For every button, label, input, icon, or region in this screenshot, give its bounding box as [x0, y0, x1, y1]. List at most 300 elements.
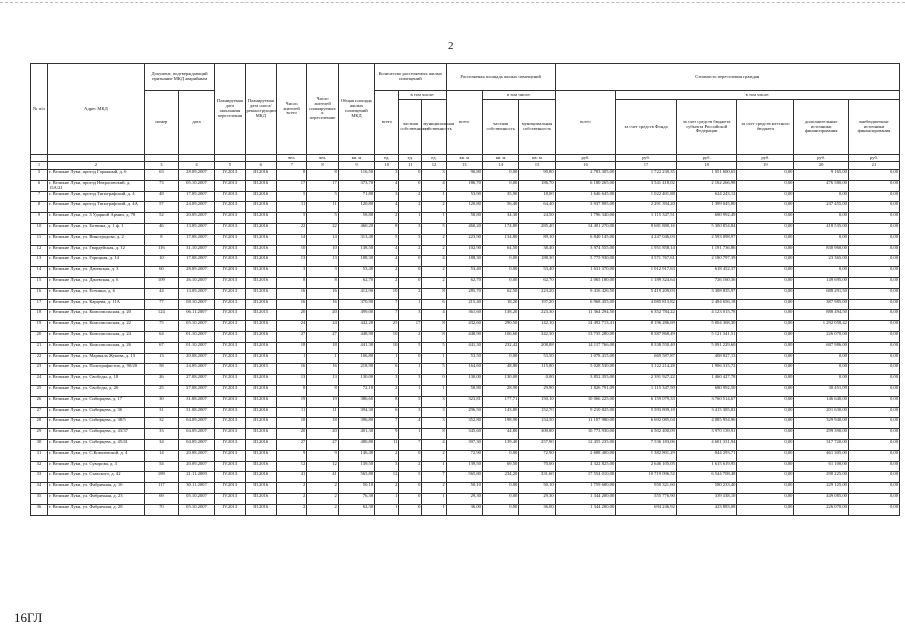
table-cell: г. Великие Луки, ул. Сибирцева, д. 38/5 — [47, 418, 144, 429]
table-cell: IV.2013 — [215, 321, 245, 332]
table-cell: 296,50 — [446, 407, 482, 418]
column-number: 1 — [31, 162, 48, 170]
table-cell: 0,00 — [848, 504, 899, 515]
table-cell: 24 — [31, 375, 48, 386]
table-cell: 8 387 868,49 — [616, 331, 677, 342]
table-cell: 20 — [307, 429, 339, 440]
table-cell: 20.08.2007 — [178, 353, 214, 364]
table-cell: 2 783 305,00 — [555, 170, 616, 181]
table-cell: 1 826 791,09 — [555, 385, 616, 396]
table-cell: 27 — [31, 407, 48, 418]
header-residents-planned: Число жителей планируемых к переселению — [307, 64, 339, 155]
table-cell: 0,00 — [848, 299, 899, 310]
table-cell: 62,70 — [338, 277, 374, 288]
table-cell: 0,00 — [794, 267, 849, 278]
table-cell: 0,00 — [794, 213, 849, 224]
table-row — [31, 364, 900, 375]
table-cell: 146 640,00 — [794, 396, 849, 407]
table-cell: 2 391 927,22 — [616, 375, 677, 386]
table-cell: 0,00 — [737, 407, 794, 418]
table-cell: 1 460 427,78 — [676, 375, 737, 386]
table-cell: г. Великие Луки, ул. Гвардейская, д. 12 — [47, 245, 144, 256]
table-cell: 5 004 368,30 — [676, 321, 737, 332]
unit-cell: руб. — [794, 155, 849, 162]
column-number: 10 — [375, 162, 399, 170]
table-cell: 117 — [144, 483, 178, 494]
table-cell: 7 — [31, 191, 48, 202]
table-cell: 6 502 400,09 — [616, 429, 677, 440]
table-cell: 1 646 645,00 — [555, 191, 616, 202]
table-cell: 0,00 — [848, 288, 899, 299]
table-cell: 0,00 — [737, 310, 794, 321]
table-cell: 30.11.2007 — [178, 483, 214, 494]
table-cell: г. Великие Луки, ул. 3 Ударной Армии, д. 78 — [47, 213, 144, 224]
table-cell: 0,00 — [737, 256, 794, 267]
table-cell: 0,00 — [737, 321, 794, 332]
table-cell: 11 107 980,00 — [555, 418, 616, 429]
table-cell: 386,60 — [338, 396, 374, 407]
table-cell: 26 — [31, 396, 48, 407]
table-cell: 28 — [31, 418, 48, 429]
header-total-area: Общая площадь жилых помещений МКД — [338, 64, 374, 155]
table-cell: 26.10.2007 — [178, 277, 214, 288]
table-cell: 10 — [307, 245, 339, 256]
table-cell: г. Великие Луки, ул. Есенина, д. 6 — [47, 288, 144, 299]
table-cell: 30 451,09 — [794, 385, 849, 396]
table-cell: 12 — [277, 461, 307, 472]
table-cell: 2 — [422, 277, 446, 288]
table-cell: 226 070,00 — [794, 504, 849, 515]
table-cell: 8 — [375, 396, 399, 407]
table-cell: 120,80 — [446, 202, 482, 213]
table-cell: 20.08.2007 — [178, 450, 214, 461]
table-cell: 63 — [144, 170, 178, 181]
table-cell: 2 — [422, 483, 446, 494]
table-cell: 8 — [277, 385, 307, 396]
table-cell: 149 695,00 — [794, 277, 849, 288]
table-cell: 1 382 801,29 — [616, 450, 677, 461]
table-cell: 580 233,40 — [676, 483, 737, 494]
table-cell: 0,00 — [737, 191, 794, 202]
table-row — [31, 223, 900, 234]
table-cell: 29,30 — [446, 493, 482, 504]
table-cell: 373,70 — [338, 180, 374, 191]
table-cell: 26 — [144, 375, 178, 386]
table-cell: 142,10 — [519, 321, 555, 332]
table-cell: 460,20 — [338, 223, 374, 234]
table-cell: 461 305,00 — [794, 450, 849, 461]
table-cell: 1 — [399, 385, 422, 396]
table-cell: 31.08.2007 — [178, 396, 214, 407]
table-cell: 24.09.2007 — [178, 364, 214, 375]
table-cell: 2 — [422, 450, 446, 461]
table-cell: 2 — [399, 245, 422, 256]
table-cell: 7 — [422, 472, 446, 483]
table-cell: 1 — [399, 429, 422, 440]
table-cell: г. Великие Луки, ул. Суворова, д. 3 — [47, 461, 144, 472]
table-cell: 3 760 514,67 — [676, 396, 737, 407]
table-row — [31, 234, 900, 245]
table-cell: 8 — [422, 331, 446, 342]
table-cell: 177,71 — [482, 396, 518, 407]
table-cell: 0,00 — [737, 331, 794, 342]
table-row — [31, 418, 900, 429]
table-cell: г. Великие Луки, ул. Фабричная, д. 16 — [47, 483, 144, 494]
table-cell: 6 — [375, 364, 399, 375]
table-cell: 06.11.2007 — [178, 310, 214, 321]
table-cell: 2 — [422, 202, 446, 213]
table-cell: 0,00 — [737, 461, 794, 472]
table-cell: 387 985,00 — [794, 299, 849, 310]
table-cell: 53,90 — [446, 191, 482, 202]
header-address: Адрес МКД — [47, 64, 144, 155]
table-cell: 669 587,87 — [616, 353, 677, 364]
table-cell: 13 735 280,00 — [555, 331, 616, 342]
unit-cell: ед. — [422, 155, 446, 162]
table-cell: 0 — [399, 256, 422, 267]
table-cell: 0,00 — [848, 267, 899, 278]
table-cell: 25 — [144, 385, 178, 396]
table-cell: 3 308 835,97 — [676, 288, 737, 299]
table-cell: 2 — [375, 277, 399, 288]
table-cell: 53,40 — [519, 267, 555, 278]
header-cost-including: в том числе: — [616, 91, 900, 100]
table-cell: IV.2013 — [215, 472, 245, 483]
table-row — [31, 493, 900, 504]
table-cell: 12 — [31, 245, 48, 256]
table-cell: г. Великие Луки, ул. С.Ковалевской, д. 4 — [47, 450, 144, 461]
table-cell: 3 122 214,28 — [616, 364, 677, 375]
table-cell: 2 — [277, 493, 307, 504]
table-row — [31, 256, 900, 267]
table-cell: III.2015 — [245, 364, 277, 375]
table-cell: 9 — [307, 450, 339, 461]
table-cell: 2 — [399, 288, 422, 299]
table-cell: 3 415 385,82 — [676, 407, 737, 418]
table-cell: 130,00 — [446, 375, 482, 386]
table-cell: 77 — [144, 299, 178, 310]
table-cell: 2 065 180,00 — [555, 277, 616, 288]
table-cell: 0,00 — [737, 396, 794, 407]
table-cell: 139,50 — [338, 461, 374, 472]
table-cell: 16 — [277, 364, 307, 375]
table-cell: 71,80 — [338, 191, 374, 202]
table-cell: 2 291 394,20 — [616, 202, 677, 213]
table-cell: 34,30 — [482, 213, 518, 224]
table-cell: 5 — [399, 396, 422, 407]
table-cell: 11 — [307, 407, 339, 418]
table-cell: 397,30 — [446, 439, 482, 450]
table-cell: 0,00 — [794, 234, 849, 245]
table-cell: III.2016 — [245, 342, 277, 353]
table-cell: 116 — [144, 245, 178, 256]
table-cell: 44,80 — [482, 429, 518, 440]
table-cell: 8 — [307, 385, 339, 396]
table-cell: 418 535,00 — [794, 223, 849, 234]
table-row — [31, 299, 900, 310]
table-cell: 2 — [399, 331, 422, 342]
table-cell: 3 541 418,02 — [616, 180, 677, 191]
table-cell: 17 — [31, 299, 48, 310]
table-cell: 11 — [277, 202, 307, 213]
table-cell: 27 — [277, 331, 307, 342]
table-cell: III.2016 — [245, 223, 277, 234]
table-cell: 687 986,00 — [794, 342, 849, 353]
table-cell: 0,00 — [848, 396, 899, 407]
header-planned-resettle: Планируемая дата окончания переселения — [215, 64, 245, 155]
table-cell: 412,90 — [338, 288, 374, 299]
table-cell: 1 — [422, 461, 446, 472]
table-cell: 0,00 — [848, 364, 899, 375]
table-cell: 0,00 — [737, 375, 794, 386]
table-cell: 339 338,10 — [676, 493, 737, 504]
table-cell: 1 191 736,86 — [676, 245, 737, 256]
table-row — [31, 245, 900, 256]
table-row — [31, 375, 900, 386]
table-cell: г. Великие Луки, ул. Карцева, д. 11А — [47, 299, 144, 310]
table-cell: 0 — [399, 483, 422, 494]
table-cell: 05.10.2007 — [178, 504, 214, 515]
table-cell: 18 — [307, 342, 339, 353]
table-cell: 1 — [375, 504, 399, 515]
table-cell: 4 — [422, 310, 446, 321]
table-cell: 4 — [375, 256, 399, 267]
table-cell: 0,00 — [737, 353, 794, 364]
table-cell: 36 — [31, 504, 48, 515]
column-number: 14 — [482, 162, 518, 170]
table-cell: 9 165,00 — [794, 170, 849, 181]
table-cell: 16 — [277, 288, 307, 299]
footer-code: 16ГЛ — [14, 610, 43, 625]
table-cell: 72,90 — [519, 450, 555, 461]
table-cell: 30 — [144, 396, 178, 407]
table-cell: 0,00 — [482, 493, 518, 504]
table-cell: 58,80 — [446, 385, 482, 396]
table-cell: 18,20 — [482, 299, 518, 310]
table-cell: 329 940,00 — [794, 418, 849, 429]
table-cell: 33 — [144, 429, 178, 440]
table-cell: 22 — [277, 223, 307, 234]
table-row — [31, 180, 900, 191]
table-cell: 342,30 — [519, 331, 555, 342]
table-row — [31, 170, 900, 181]
table-cell: 24 — [307, 321, 339, 332]
table-cell: 50,10 — [519, 483, 555, 494]
table-cell: 0,00 — [848, 439, 899, 450]
table-cell: IV.2013 — [215, 439, 245, 450]
table-cell: г. Великие Луки, ул. Дачевская, д. 3 — [47, 267, 144, 278]
table-cell: 2 — [399, 461, 422, 472]
table-cell: 139,40 — [482, 439, 518, 450]
table-cell: 0,00 — [482, 170, 518, 181]
table-cell: 6 968 455,00 — [555, 299, 616, 310]
table-cell: 32 — [31, 461, 48, 472]
column-number: 16 — [555, 162, 616, 170]
table-cell: IV.2013 — [215, 256, 245, 267]
table-cell: 67 — [144, 342, 178, 353]
table-cell: 22 — [307, 223, 339, 234]
table-cell: 130,00 — [482, 375, 518, 386]
table-cell: г. Великие Луки, ул. Свободы, д. 18 — [47, 375, 144, 386]
table-row — [31, 321, 900, 332]
table-cell: 17.08.2007 — [178, 256, 214, 267]
table-cell: IV.2013 — [215, 170, 245, 181]
table-cell: 14 492 713,41 — [555, 321, 616, 332]
table-cell: 188,30 — [519, 256, 555, 267]
table-cell: 4 322 825,00 — [555, 461, 616, 472]
table-cell: 48 — [144, 191, 178, 202]
table-cell: г. Великие Луки, ул. Горицкая, д. 14 — [47, 256, 144, 267]
table-cell: 0,00 — [848, 385, 899, 396]
table-cell: 223,90 — [446, 234, 482, 245]
table-cell: 10 — [144, 256, 178, 267]
table-cell: IV.2013 — [215, 267, 245, 278]
table-cell: 5 — [422, 364, 446, 375]
table-cell: 0,00 — [848, 321, 899, 332]
table-cell: IV.2013 — [215, 277, 245, 288]
table-cell: 62,50 — [482, 288, 518, 299]
table-cell: III.2016 — [245, 202, 277, 213]
table-cell: 361,60 — [446, 310, 482, 321]
table-cell: г. Великие Луки, ул. Комсомольская, д. 24 — [47, 331, 144, 342]
table-cell: 8 — [422, 288, 446, 299]
table-cell: 143,80 — [482, 407, 518, 418]
table-cell: 14 — [277, 234, 307, 245]
table-cell: 290,50 — [482, 321, 518, 332]
table-cell: III.2016 — [245, 170, 277, 181]
table-cell: 1 — [399, 364, 422, 375]
table-cell: 27.08.2007 — [178, 375, 214, 386]
table-cell: 53,50 — [519, 353, 555, 364]
table-cell: 0,00 — [482, 353, 518, 364]
table-cell: 14 117 766,00 — [555, 342, 616, 353]
table-cell: 0,00 — [737, 202, 794, 213]
column-number: 7 — [277, 162, 307, 170]
table-cell: г. Великие Луки, ул. Сибирцева, д. 17 — [47, 396, 144, 407]
table-cell: 3 — [375, 191, 399, 202]
table-cell: 53,40 — [446, 267, 482, 278]
table-cell: 0,00 — [848, 223, 899, 234]
table-cell: г. Великие Луки, ул. Фабричная, д. 23 — [47, 493, 144, 504]
table-cell: IV.2013 — [215, 483, 245, 494]
table-cell: 7 — [375, 299, 399, 310]
table-cell: 04.09.2007 — [178, 439, 214, 450]
table-cell: 13 — [31, 256, 48, 267]
table-cell: III.2016 — [245, 461, 277, 472]
table-cell: 6 544 708,48 — [676, 472, 737, 483]
table-cell: 6 840 145,00 — [555, 234, 616, 245]
table-cell: 164,60 — [446, 364, 482, 375]
table-cell: 7 — [399, 439, 422, 450]
table-cell: 2 — [375, 483, 399, 494]
table-cell: 0,00 — [737, 288, 794, 299]
column-number: 3 — [144, 162, 178, 170]
table-cell: 18 — [31, 310, 48, 321]
unit-cell: руб. — [848, 155, 899, 162]
table-cell: 12 455 235,00 — [555, 439, 616, 450]
table-row — [31, 213, 900, 224]
table-cell: 18 — [307, 418, 339, 429]
table-cell: г. Великие Луки, ул. Маршала Жукова, д. 13 — [47, 353, 144, 364]
table-cell: 1 — [277, 353, 307, 364]
unit-cell: кв. м — [338, 155, 374, 162]
table-cell: 680 992,50 — [676, 385, 737, 396]
table-cell: 1 189 324,64 — [616, 277, 677, 288]
table-cell: 7 536 183,06 — [616, 439, 677, 450]
table-cell: III.2016 — [245, 331, 277, 342]
table-cell: 0,00 — [848, 342, 899, 353]
table-cell: 8 196 286,69 — [616, 321, 677, 332]
table-cell: 1 — [422, 504, 446, 515]
table-cell: 27 — [307, 331, 339, 342]
column-number: 21 — [848, 162, 899, 170]
unit-cell: руб. — [616, 155, 677, 162]
table-cell: IV.2013 — [215, 429, 245, 440]
table-cell: III.2016 — [245, 429, 277, 440]
table-cell: 2 — [422, 234, 446, 245]
table-cell: 19 — [31, 321, 48, 332]
table-cell: 0,00 — [848, 353, 899, 364]
table-cell: 8 — [31, 202, 48, 213]
table-cell: 13 — [277, 256, 307, 267]
table-cell: 10 — [31, 223, 48, 234]
table-cell: 1 — [422, 493, 446, 504]
table-cell: 05.10.2007 — [178, 321, 214, 332]
table-cell: 1 115 347,51 — [616, 213, 677, 224]
table-cell: 1 906 315,72 — [676, 364, 737, 375]
table-cell: 20.09.2007 — [178, 461, 214, 472]
table-cell: III.2016 — [245, 450, 277, 461]
table-cell: 0,00 — [737, 299, 794, 310]
table-cell: 3 — [422, 407, 446, 418]
table-cell: 130,00 — [338, 375, 374, 386]
table-cell: 6 692 085,04 — [616, 418, 677, 429]
table-row — [31, 267, 900, 278]
table-cell: 10 — [375, 342, 399, 353]
table-cell: 5 593 809,18 — [616, 407, 677, 418]
table-cell: 460,20 — [446, 223, 482, 234]
table-cell: 76,30 — [338, 493, 374, 504]
table-cell: 186,70 — [446, 180, 482, 191]
table-cell: 5 028 530,00 — [555, 364, 616, 375]
table-row — [31, 396, 900, 407]
table-cell: IV.2013 — [215, 234, 245, 245]
table-cell: 0,00 — [848, 180, 899, 191]
unit-cell: руб. — [555, 155, 616, 162]
table-cell: III.2016 — [245, 267, 277, 278]
table-cell: 21 — [31, 342, 48, 353]
table-cell: 0,00 — [737, 234, 794, 245]
table-cell: 29,30 — [519, 493, 555, 504]
table-cell: 3 974 555,00 — [555, 245, 616, 256]
table-cell: III.2016 — [245, 299, 277, 310]
table-cell: г. Великие Луки, проезд Типографский, д. 4 — [47, 191, 144, 202]
table-cell: 18 — [277, 418, 307, 429]
table-cell: г. Великие Луки, ул. Ставского, д. 42 — [47, 472, 144, 483]
table-row — [31, 472, 900, 483]
column-number: 20 — [794, 162, 849, 170]
table-cell: III.2016 — [245, 407, 277, 418]
table-row — [31, 461, 900, 472]
table-cell: 0,00 — [737, 439, 794, 450]
table-cell: 1 344 200,00 — [555, 504, 616, 515]
table-cell: III.2016 — [245, 321, 277, 332]
table-cell: 69,50 — [482, 461, 518, 472]
table-cell: 0,00 — [737, 450, 794, 461]
table-cell: 0,00 — [737, 483, 794, 494]
table-cell: 58,80 — [446, 213, 482, 224]
table-cell: 3 — [422, 396, 446, 407]
